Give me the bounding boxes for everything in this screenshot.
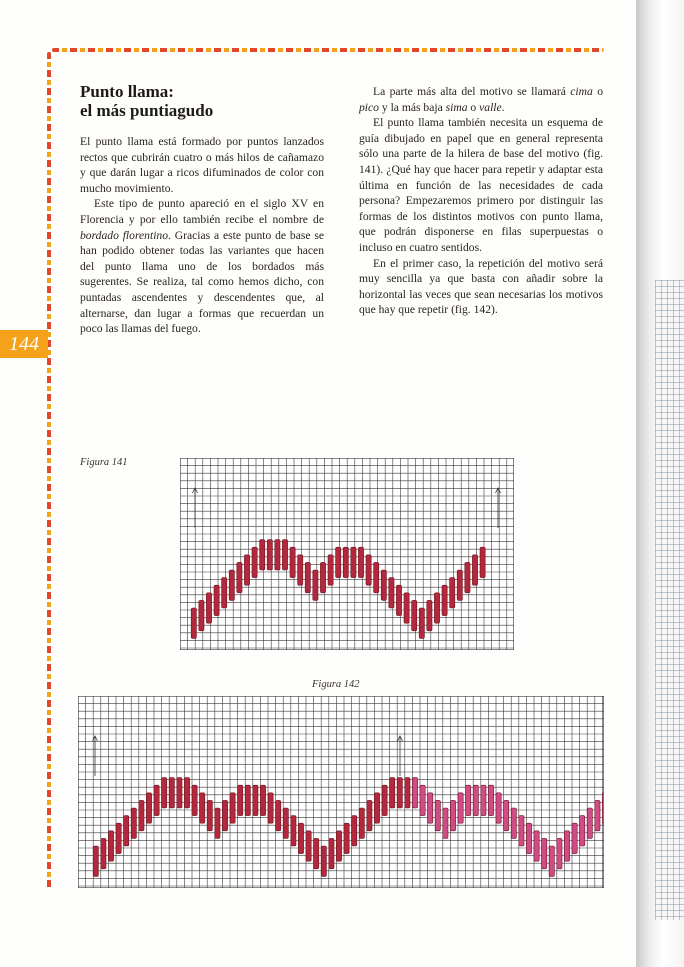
stitch — [351, 547, 356, 577]
stitch — [321, 846, 326, 876]
emphasis-text: pico — [359, 100, 379, 114]
stitch — [511, 808, 516, 838]
stitch — [542, 838, 547, 868]
figure-141-chart — [180, 458, 514, 650]
stitch — [352, 816, 357, 846]
stitch — [587, 808, 592, 838]
stitch — [549, 846, 554, 876]
stitch — [267, 540, 272, 570]
figure-142 — [78, 696, 604, 888]
right-column — [359, 84, 603, 318]
stitch — [572, 823, 577, 853]
stitch — [557, 838, 562, 868]
stitch — [595, 800, 600, 830]
stitch — [442, 585, 447, 615]
stitch — [488, 785, 493, 815]
stitch — [580, 816, 585, 846]
stitch — [381, 570, 386, 600]
text-span: . — [501, 100, 505, 114]
stitch — [472, 555, 477, 585]
stitch — [374, 562, 379, 592]
stitch — [397, 778, 402, 808]
stitch — [367, 800, 372, 830]
stitch — [282, 540, 287, 570]
stitch — [305, 562, 310, 592]
stitch — [229, 570, 234, 600]
stitch — [215, 808, 220, 838]
stitch — [238, 785, 243, 815]
stitch — [298, 823, 303, 853]
stitch — [412, 600, 417, 630]
stitch — [504, 800, 509, 830]
stitch — [443, 808, 448, 838]
text-span: o — [592, 85, 603, 98]
decorative-border-left — [47, 52, 51, 890]
stitch — [268, 793, 273, 823]
stitch — [298, 555, 303, 585]
stitch — [275, 540, 280, 570]
stitch — [344, 823, 349, 853]
stitch — [116, 823, 121, 853]
paragraph-scheme: El punto llama también necesita un esquema de guía dibujado en papel que en general representa sólo una parte de la hilera de base del motivo (fig. 141). ¿Qué hay que hacer para repetir y adaptar esta última en función de las necesidades de cada persona? Empezaremos primero por distinguir las formas de los distintos motivos con punto llama, que podrán disponerse en filas superpuestas o incluso en cuatro sentidos. — [359, 116, 603, 254]
decorative-border-top — [52, 48, 604, 52]
stitch — [184, 778, 189, 808]
stitch — [207, 800, 212, 830]
page-number: 144 — [0, 330, 48, 358]
stitch — [534, 831, 539, 861]
emphasis-text: cima — [570, 85, 593, 98]
figure-141 — [180, 458, 514, 650]
stitch — [320, 562, 325, 592]
stitch — [222, 800, 227, 830]
stitch — [162, 778, 167, 808]
stitch — [108, 831, 113, 861]
stitch — [602, 793, 604, 823]
stitch — [260, 785, 265, 815]
stitch — [206, 593, 211, 623]
stitch — [139, 800, 144, 830]
stitch — [382, 785, 387, 815]
stitch — [230, 793, 235, 823]
stitch — [253, 785, 258, 815]
stitch — [412, 778, 417, 808]
figure-142-caption: Figura 142 — [312, 679, 360, 690]
stitch — [276, 800, 281, 830]
section-heading — [80, 82, 330, 120]
stitch — [222, 578, 227, 608]
stitch — [519, 816, 524, 846]
stitch — [336, 547, 341, 577]
adjacent-page-grid — [655, 280, 684, 920]
stitch — [131, 808, 136, 838]
stitch — [358, 547, 363, 577]
stitch — [329, 838, 334, 868]
stitch — [343, 547, 348, 577]
stitch — [458, 793, 463, 823]
emphasis-text: bordado florentino — [80, 228, 169, 242]
stitch — [214, 585, 219, 615]
paragraph-terms — [359, 84, 603, 115]
stitch — [237, 562, 242, 592]
stitch — [313, 570, 318, 600]
stitch — [93, 846, 98, 876]
text-span: o — [467, 100, 480, 114]
stitch — [306, 831, 311, 861]
stitch — [336, 831, 341, 861]
stitch — [404, 593, 409, 623]
stitch — [564, 831, 569, 861]
text-span: Este tipo de punto apareció en el siglo XV en Florencia y por ello también recibe el nombre de — [80, 197, 324, 226]
stitch — [457, 570, 462, 600]
stitch — [526, 823, 531, 853]
stitch — [146, 793, 151, 823]
left-column — [80, 134, 324, 337]
stitch — [465, 562, 470, 592]
paragraph-intro: El punto llama está formado por puntos lanzados rectos que cubrirán cuatro o más hilos de cañamazo y que darán lugar a ricos difuminados de color con mucho movimiento. — [80, 135, 324, 195]
stitch — [200, 793, 205, 823]
stitch — [177, 778, 182, 808]
stitch — [435, 800, 440, 830]
emphasis-text: valle — [479, 100, 502, 114]
stitch — [473, 785, 478, 815]
stitch — [291, 816, 296, 846]
stitch — [396, 585, 401, 615]
stitch — [154, 785, 159, 815]
heading-line-2: el más puntiagudo — [80, 101, 214, 120]
heading-line-1: Punto llama: — [80, 82, 174, 101]
figure-142-chart — [78, 696, 604, 888]
stitch — [283, 808, 288, 838]
stitch — [428, 793, 433, 823]
stitch — [290, 547, 295, 577]
paragraph-history — [80, 196, 324, 336]
stitch — [434, 593, 439, 623]
stitch — [366, 555, 371, 585]
stitch — [192, 785, 197, 815]
stitch — [390, 778, 395, 808]
stitch — [245, 785, 250, 815]
stitch — [244, 555, 249, 585]
stitch — [374, 793, 379, 823]
stitch — [252, 547, 257, 577]
stitch — [419, 608, 424, 638]
stitch — [405, 778, 410, 808]
paragraph-repetition: En el primer caso, la repetición del motivo será muy sencilla ya que basta con añadir sobre la horizontal las veces que sean necesarias los motivos que hay que repetir (fig. 142). — [359, 256, 603, 317]
text-span: . Gracias a este punto de base se han podido obtener todas las variantes que hacen del punto llama uno de los bordados más sugerentes. Se realiza, tal como hemos dicho, con puntadas ascendentes y descendentes que, al alternarse, dan lugar a formas que recuerdan un poco las llamas del fuego. — [80, 228, 325, 336]
stitch — [480, 547, 485, 577]
stitch — [496, 793, 501, 823]
stitch — [260, 540, 265, 570]
stitch — [389, 578, 394, 608]
stitch — [450, 578, 455, 608]
stitch — [199, 600, 204, 630]
stitch — [314, 838, 319, 868]
text-span: y la más baja — [378, 100, 446, 114]
stitch — [328, 555, 333, 585]
stitch — [359, 808, 364, 838]
stitch — [420, 785, 425, 815]
stitch — [191, 608, 196, 638]
emphasis-text: sima — [445, 100, 468, 114]
stitch — [481, 785, 486, 815]
stitch — [169, 778, 174, 808]
stitch — [450, 800, 455, 830]
stitch — [101, 838, 106, 868]
stitch — [427, 600, 432, 630]
text-span: La parte más alta del motivo se llamará — [373, 85, 571, 98]
stitch — [466, 785, 471, 815]
stitch — [124, 816, 129, 846]
figure-141-caption: Figura 141 — [80, 457, 128, 468]
